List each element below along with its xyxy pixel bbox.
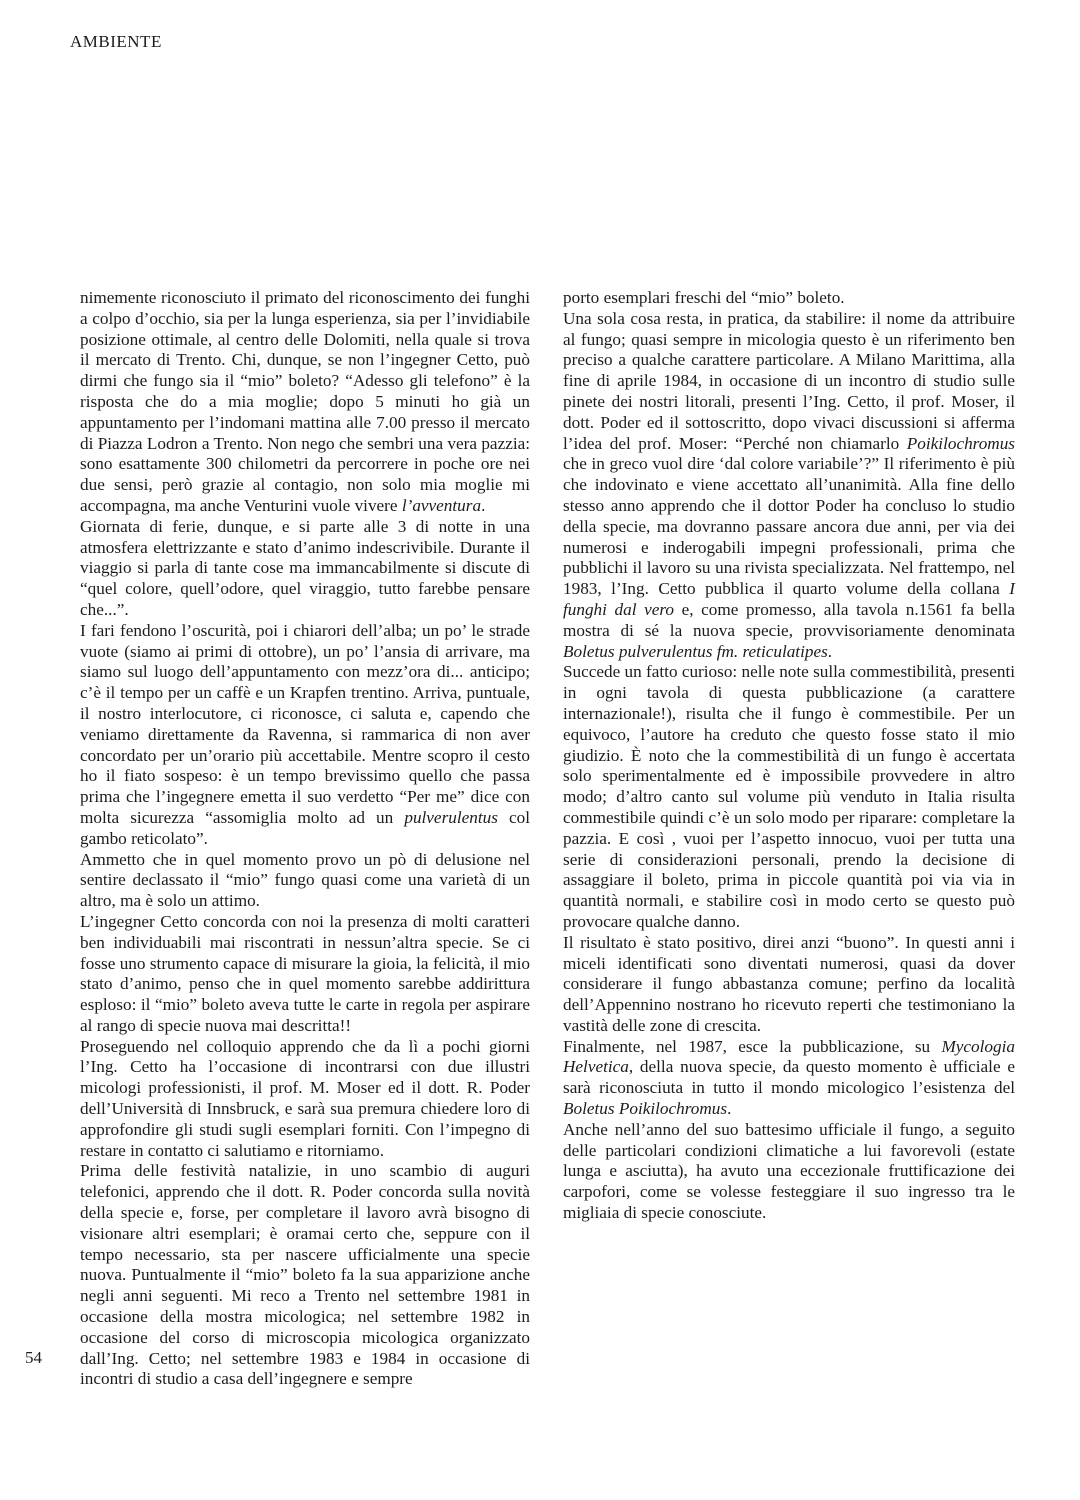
paragraph: Prima delle festività natalizie, in uno scambio di auguri telefonici, apprendo che il dott. R. Poder concorda sulla novità della specie e, forse, per completare il lavoro avrà bisogno di visionare altri esemplari; è oramai certo che, seppure con il tempo necessario, sta per nascere ufficialmente una specie nuova. Puntualmente il “mio” boleto fa la sua apparizione anche negli anni seguenti. Mi reco a Trento nel settembre 1981 in occasione della mostra micologica; nel settembre 1982 in occasione del corso di microscopia micologica organizzato dall’Ing. Cetto; nel settembre 1983 e 1984 in occasione di incontri di studio a casa dell’ingegnere e sempre [80,1161,530,1389]
paragraph: Succede un fatto curioso: nelle note sulla commestibilità, presenti in ogni tavola di questa pubblicazione (a carattere internazionale!), risulta che il fungo è commestibile. Per un equivoco, l’autore ha creduto che questo fosse stato il mio giudizio. È noto che la commestibilità di un fungo è accertata solo sperimentalmente ed è impossibile provvedere in altro modo; d’altro canto sul volume più venduto in Italia risulta commestibile quindi c’è un solo modo per riparare: completare la pazzia. E così , vuoi per l’aspetto innocuo, vuoi per tutta una serie di considerazioni personali, prendo la decisione di assaggiare il boleto, prima in piccole quantità poi via via in quantità normali, e stabilire così in modo certo se questo può provocare qualche danno. [563,662,1016,931]
paragraph: Anche nell’anno del suo battesimo ufficiale il fungo, a seguito delle particolari condizioni climatiche a lui favorevoli (estate lunga e asciutta), ha avuto una eccezionale fruttificazione dei carpofori, come se volesse festeggiare il suo ingresso tra le migliaia di specie conosciute. [563,1119,1015,1223]
right-column [563,288,1015,1224]
left-column [80,288,530,1390]
paragraph: I fari fendono l’oscurità, poi i chiarori dell’alba; un po’ le strade vuote (siamo ai primi di ottobre), un po’ l’ansia di arrivare, ma siamo sul luogo dell’appuntamento con mezz’ora di... anticipo; c’è il tempo per un caffè e un Krapfen trentino. Arriva, puntuale, il nostro interlocutore, ci riconosce, ci saluta e, capendo che veniamo direttamente da Ravenna, si rammarica di non aver concordato per un’orario più accettabile. Mentre scopro il cesto ho il fiato sospeso: è un tempo brevissimo quello che passa prima che l’ingegnere emetta il suo verdetto “Per me” dice con molta sicurezza “assomiglia molto ad un pulverulentus col gambo reticolato”. [80,620,531,848]
paragraph: Ammetto che in quel momento provo un pò di delusione nel sentire declassato il “mio” fungo quasi come una varietà di un altro, ma è solo un attimo. [80,849,530,911]
section-header: AMBIENTE [70,32,162,51]
paragraph: Finalmente, nel 1987, esce la pubblicazione, su Mycologia Helvetica, della nuova specie, da questo momento è ufficiale e sarà riconosciuta in tutto il mondo micologico l’esistenza del Boletus Poikilochromus. [563,1036,1015,1119]
paragraph: Il risultato è stato positivo, direi anzi “buono”. In questi anni i miceli identificati sono diventati numerosi, quasi da dover considerare il fungo abbastanza comune; perfino da località dell’Appennino nostrano ho ricevuto reperti che testimoniano la vastità delle zone di crescita. [563,932,1015,1035]
page-number: 54 [25,1348,42,1367]
paragraph: Una sola cosa resta, in pratica, da stabilire: il nome da attribuire al fungo; quasi sempre in micologia questo è un riferimento ben preciso a qualche carattere particolare. A Milano Marittima, alla fine di aprile 1984, in occasione di un incontro di studio sulle pinete dei nostri litorali, presenti l’Ing. Cetto, il prof. Moser, il dott. Poder ed il sottoscritto, dopo vivaci discussioni si afferma l’idea del prof. Moser: “Perché non chiamarlo Poikilochromus che in greco vuol dire ‘dal colore variabile’?” Il riferimento è più che indovinato e viene accettato all’unanimità. Alla fine dello stesso anno apprendo che il dottor Poder ha concluso lo studio della specie, ma dovranno passare ancora due anni, per via dei numerosi e inderogabili impegni professionali, prima che pubblichi il lavoro su una rivista specializzata. Nel frattempo, nel 1983, l’Ing. Cetto pubblica il quarto volume della collana I funghi dal vero e, come promesso, alla tavola n.1561 fa bella mostra di sé la nuova specie, provvisoriamente denominata Boletus pulverulentus fm. reticulatipes. [563,308,1015,661]
paragraph: Giornata di ferie, dunque, e si parte alle 3 di notte in una atmosfera elettrizzante e stato d’animo indescrivibile. Durante il viaggio si parla di tante cose ma immancabilmente si discute di “quel colore, quell’odore, quel viraggio, tutto farebbe pensare che...”. [80,516,530,619]
paragraph: L’ingegner Cetto concorda con noi la presenza di molti caratteri ben individuabili mai riscontrati in nessun’altra specie. Se ci fosse uno strumento capace di misurare la gioia, la felicità, il mio stato d’animo, penso che in quel momento sarebbe addirittura esploso: il “mio” boleto aveva tutte le carte in regola per aspirare al rango di specie nuova mai descritta!! [80,911,530,1035]
paragraph: Proseguendo nel colloquio apprendo che da lì a pochi giorni l’Ing. Cetto ha l’occasione di incontrarsi con due illustri micologi professionisti, il prof. M. Moser ed il dott. R. Poder dell’Università di Innsbruck, e sarà sua premura chiedere loro di approfondire gli studi sugli esemplari forniti. Con l’impegno di restare in contatto ci salutiamo e ritorniamo. [80,1036,530,1160]
paragraph: porto esemplari freschi del “mio” boleto. [563,288,845,307]
paragraph: nimemente riconosciuto il primato del riconoscimento dei funghi a colpo d’occhio, sia per la lunga esperienza, sia per l’invidiabile posizione ottimale, al centro delle Dolomiti, nella quale si trova il mercato di Trento. Chi, dunque, se non l’ingegner Cetto, può dirmi che fungo sia il “mio” boleto? “Adesso gli telefono” è la risposta che do a mia moglie; dopo 5 minuti ho già un appuntamento per l’indomani mattina alle 7.00 presso il mercato di Piazza Lodron a Trento. Non nego che sembri una vera pazzia: sono esattamente 300 chilometri da percorrere in poche ore nei due sensi, però grazie al contagio, non solo mia moglie mi accompagna, ma anche Venturini vuole vivere l’avventura. [80,288,530,515]
